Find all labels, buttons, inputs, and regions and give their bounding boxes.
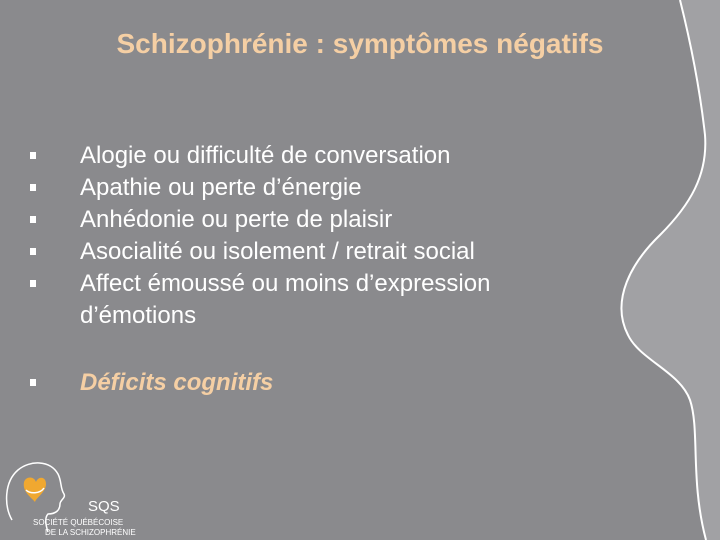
slide-title: Schizophrénie : symptômes négatifs <box>116 28 604 59</box>
bullet-item <box>30 172 590 204</box>
square-bullet-icon <box>30 248 36 255</box>
bullet-item <box>30 204 590 236</box>
logo-abbr: SQS <box>88 498 120 515</box>
bullet-text: Alogie ou difficulté de conversation <box>80 142 451 169</box>
bullet-item <box>30 268 590 332</box>
square-bullet-icon <box>30 379 36 386</box>
bullet-item <box>30 140 590 172</box>
logo-line-2: DE LA SCHIZOPHRÉNIE <box>45 528 136 537</box>
square-bullet-icon <box>30 280 36 287</box>
spacer <box>30 332 590 367</box>
square-bullet-icon <box>30 184 36 191</box>
square-bullet-icon <box>30 216 36 223</box>
bullet-item <box>30 236 590 268</box>
bullet-text: Anhédonie ou perte de plaisir <box>80 206 393 233</box>
sqs-logo <box>0 448 160 540</box>
bullet-text: Asocialité ou isolement / retrait social <box>80 238 475 265</box>
bullet-text: Apathie ou perte d’énergie <box>80 174 362 201</box>
bullet-text <box>80 268 490 332</box>
logo-line-1: SOCIÉTÉ QUÉBÉCOISE <box>33 518 124 527</box>
square-bullet-icon <box>30 152 36 159</box>
bullet-item-highlight <box>30 367 590 399</box>
bullet-text-line: d’émotions <box>80 302 197 329</box>
bullet-list <box>30 140 590 399</box>
bullet-text-line: Affect émoussé ou moins d’expression <box>80 270 491 297</box>
highlight-text: Déficits cognitifs <box>80 369 274 396</box>
